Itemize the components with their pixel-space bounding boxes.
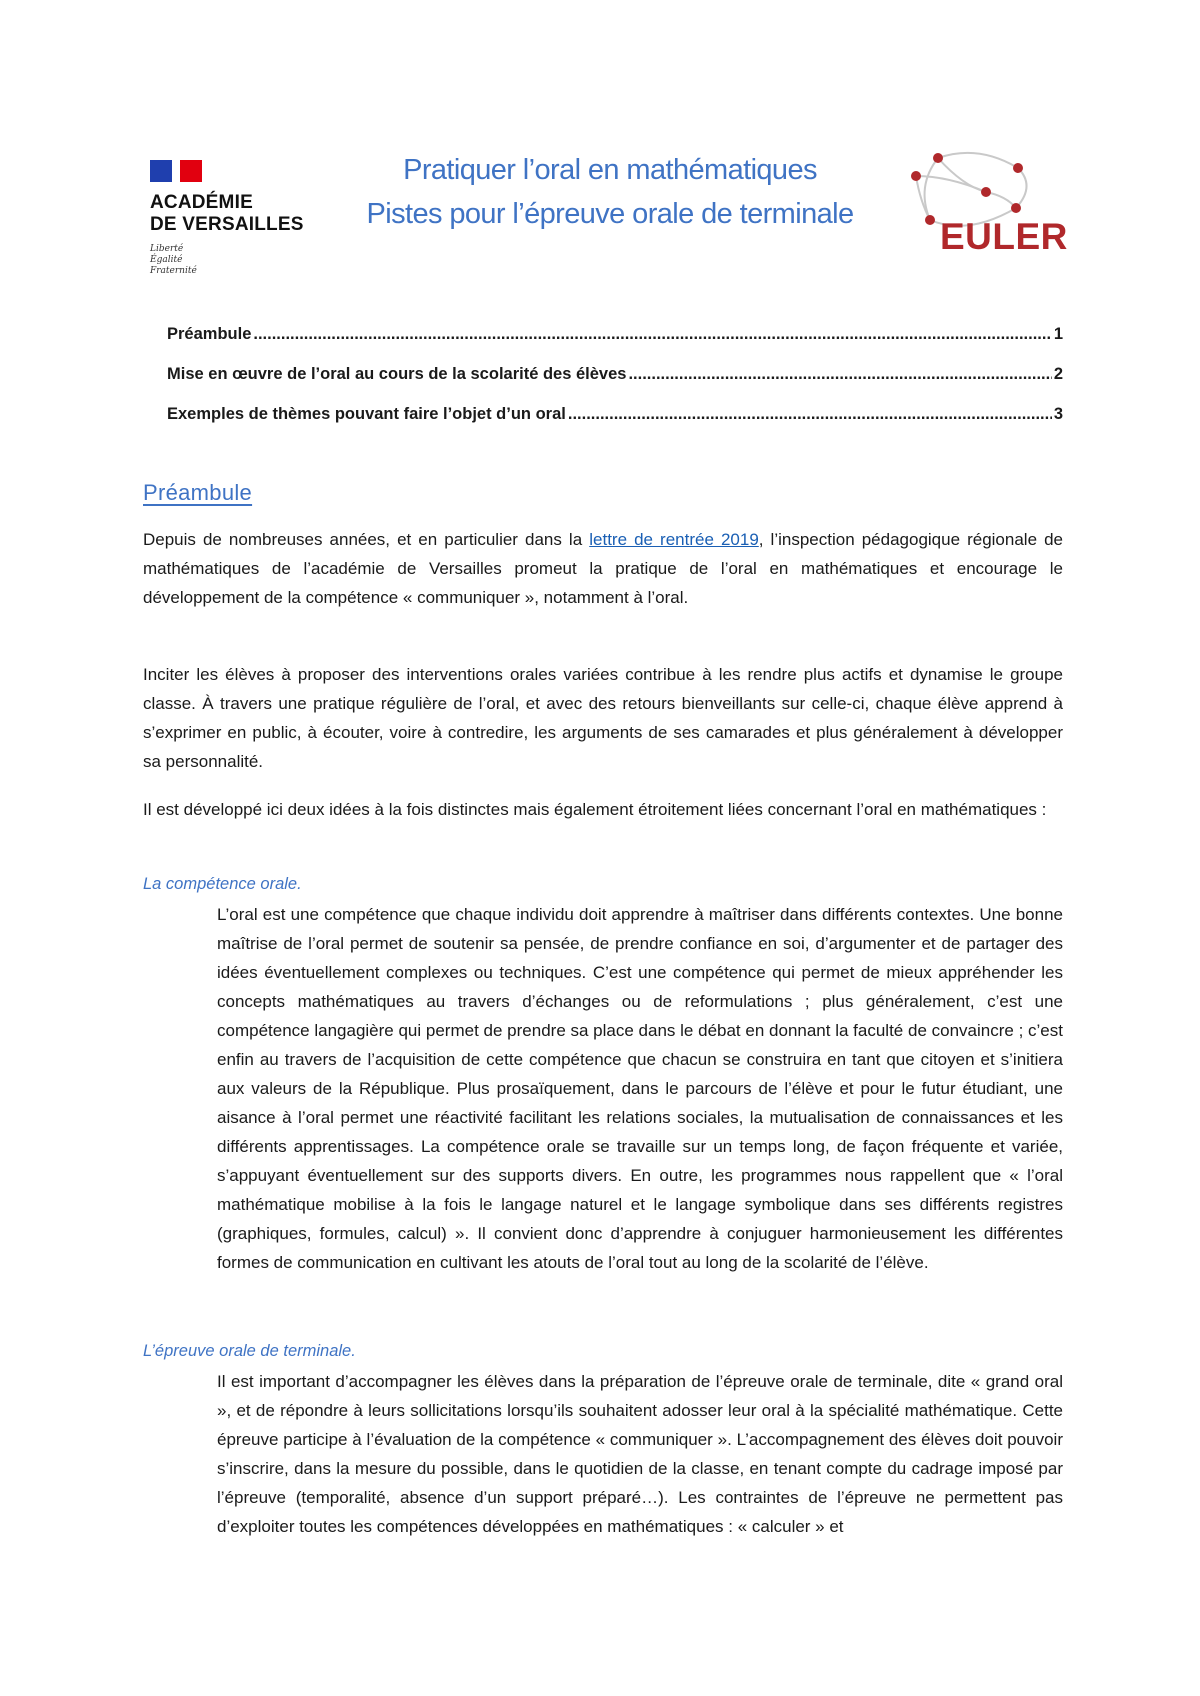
republic-motto: Liberté Égalité Fraternité — [150, 244, 197, 276]
toc-leader-dots — [568, 405, 1052, 424]
toc-entry-label[interactable]: Préambule — [167, 325, 252, 343]
paragraph-intro: Depuis de nombreuses années, et en particulier dans la lettre de rentrée 2019, l’inspection pédagogique régionale de mathématiques de l’académie de Versailles promeut la pratique de l’oral en mathématiques et encourage le développement de la compétence « communiquer », notamment à l’oral. — [143, 530, 1063, 607]
toc-entry-label[interactable]: Exemples de thèmes pouvant faire l’objet d’un oral — [167, 405, 566, 423]
section-heading-preambule: Préambule — [143, 480, 253, 505]
paragraph-engagement: Inciter les élèves à proposer des interventions orales variées contribue à les rendre plus actifs et dynamise le groupe classe. À travers une pratique régulière de l’oral, et avec des retours bienveillants sur celle-ci, chaque élève apprend à s’exprimer en public, à écouter, voire à contredire, les arguments de ses camarades et plus généralement à développer sa personnalité. — [143, 665, 1063, 771]
toc-entry-page[interactable]: 2 — [1053, 365, 1063, 383]
paragraph-competence-orale: L’oral est une compétence que chaque individu doit apprendre à maîtriser dans différents contextes. Une bonne maîtrise de l’oral permet de soutenir sa pensée, de prendre confiance en soi, d’argumenter et de partager des idées éventuellement complexes ou techniques. C’est une compétence qui permet de mieux appréhender les concepts mathématiques au travers d’échanges ou de reformulations ; plus généralement, c’est une compétence langagière qui permet de prendre sa place dans le débat en donnant la faculté de convaincre ; c’est enfin au travers de l’acquisition de cette compétence que chacun se construira en tant que citoyen et s’initiera aux valeurs de la République. Plus prosaïquement, dans le parcours de l’élève et pour le futur étudiant, une aisance à l’oral permet une réactivité facilitant les relations sociales, la mutualisation de connaissances et les différents apprentissages. La compétence orale se travaille sur un temps long, de façon fréquente et variée, s’appuyant éventuellement sur des supports divers. En outre, les programmes nous rappellent que « l’oral mathématique mobilise à la fois le langage naturel et le langage symbolique dans ses différents registres (graphiques, formules, calcul) ». Il convient donc d’apprendre à conjuguer harmonieusement les différentes formes de communication en cultivant les atouts de l’oral tout au long de la scolarité de l’élève. — [217, 905, 1063, 1272]
toc-leader-dots — [253, 325, 1051, 344]
toc-entry[interactable] — [167, 365, 1063, 405]
toc-entry-page[interactable]: 3 — [1053, 405, 1063, 423]
document-title — [320, 148, 900, 236]
table-of-contents — [167, 325, 1063, 445]
academy-name-line1: ACADÉMIE — [150, 192, 253, 213]
subheading-competence-orale: La compétence orale. — [143, 875, 302, 893]
subheading-epreuve-orale: L’épreuve orale de terminale. — [143, 1342, 356, 1360]
academy-name-line2: DE VERSAILLES — [150, 214, 304, 235]
paragraph-epreuve-orale: Il est important d’accompagner les élèves dans la préparation de l’épreuve orale de terminale, dite « grand oral », et de répondre à leurs sollicitations lorsqu’ils souhaitent adosser leur oral à la spécialité mathématique. Cette épreuve participe à l’évaluation de la compétence « communiquer ». L’accompagnement des élèves doit pouvoir s’inscrire, dans la mesure du possible, dans le quotidien de la classe, en tenant compte du cadrage imposé par l’épreuve (temporalité, absence d’un support préparé…). Les contraintes de l’épreuve ne permettent pas d’exploiter toutes les compétences développées en mathématiques : « calculer » et — [217, 1372, 1063, 1536]
toc-entry-label[interactable]: Mise en œuvre de l’oral au cours de la scolarité des élèves — [167, 365, 627, 383]
title-line1: Pratiquer l’oral en mathématiques — [403, 154, 817, 186]
toc-entry[interactable] — [167, 405, 1063, 445]
french-flag-icon — [150, 160, 202, 182]
paragraph-two-ideas: Il est développé ici deux idées à la fois distinctes mais également étroitement liées concernant l’oral en mathématiques : — [143, 800, 1047, 819]
title-line2: Pistes pour l’épreuve orale de terminale — [366, 198, 854, 230]
toc-entry[interactable] — [167, 325, 1063, 365]
toc-leader-dots — [628, 365, 1051, 384]
euler-logo — [908, 146, 1068, 264]
euler-logo-text: EULER — [940, 216, 1068, 257]
lettre-rentree-link[interactable]: lettre de rentrée 2019 — [589, 530, 759, 549]
academie-versailles-logo — [150, 160, 320, 277]
toc-entry-page[interactable]: 1 — [1053, 325, 1063, 343]
